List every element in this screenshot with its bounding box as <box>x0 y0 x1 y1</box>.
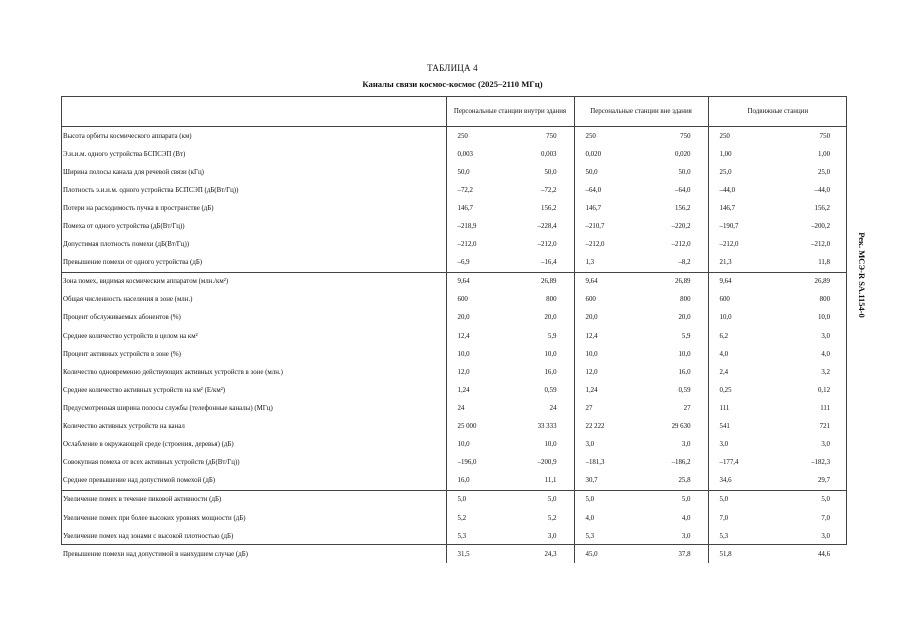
cell-value: 25,8 <box>678 477 691 485</box>
header-group-outdoor: Персональные станции вне здания <box>574 96 708 127</box>
cell-value: 750 <box>546 132 557 140</box>
cell-value: 45,0 <box>574 545 642 563</box>
cell-value: 10,0 <box>574 345 642 363</box>
cell-value: 50,0 <box>544 168 557 176</box>
cell-value: 5,9 <box>547 332 557 340</box>
cell-value: 0,12 <box>817 386 831 394</box>
cell-value: 10,0 <box>544 441 557 449</box>
table-row <box>61 363 847 381</box>
side-note: Рек. МСЭ-R SA.1154-0 <box>857 232 867 318</box>
row-label: Совокупная помеха от всех активных устройств (дБ(Вт/Гц)) <box>63 459 240 467</box>
table-row <box>61 545 847 563</box>
cell-value: –212,0 <box>811 241 831 249</box>
table-caption: ТАБЛИЦА 4 <box>427 63 478 73</box>
cell-value: 3,2 <box>821 368 831 376</box>
cell-value: 26,89 <box>772 272 847 291</box>
cell-value: –8,2 <box>678 259 691 267</box>
table-row <box>61 399 847 417</box>
cell-value: 3,0 <box>681 532 691 540</box>
cell-value: 0,003 <box>446 145 508 163</box>
cell-value: 24 <box>549 404 557 412</box>
cell-value: 44,6 <box>817 550 831 558</box>
cell-value: –72,2 <box>541 186 557 194</box>
table-row <box>61 291 847 309</box>
table-row <box>61 127 847 146</box>
cell-value: 800 <box>546 296 557 304</box>
cell-value: 250 <box>574 127 642 146</box>
table-row <box>61 490 847 509</box>
row-label: Увеличение помех при более высоких уровнях мощности (дБ) <box>63 514 246 522</box>
cell-value: 10,0 <box>544 350 557 358</box>
cell-value: 5,0 <box>772 490 847 509</box>
data-table <box>61 96 847 563</box>
row-label: Общая численность населения в зоне (млн.) <box>63 296 193 304</box>
cell-value: 750 <box>680 132 691 140</box>
row-label: Среднее количество устройств в целом на км² <box>63 332 198 340</box>
table-row <box>61 309 847 327</box>
cell-value: 29,7 <box>817 477 831 485</box>
cell-value: 12,4 <box>574 327 642 345</box>
cell-value: 37,8 <box>678 550 691 558</box>
cell-value: 12,0 <box>574 363 642 381</box>
cell-value: –212,0 <box>671 241 691 249</box>
row-label: Количество активных устройств на канал <box>63 423 185 431</box>
cell-value: 3,0 <box>821 441 831 449</box>
cell-value: 12,0 <box>446 363 508 381</box>
cell-value: 10,0 <box>708 309 772 327</box>
cell-value: 31,5 <box>446 545 508 563</box>
cell-value: 25,0 <box>817 168 831 176</box>
row-label: Плотность э.и.и.м. одного устройства БСПСЭП (дБ(Вт/Гц)) <box>63 186 239 194</box>
cell-value: 11,1 <box>544 477 557 485</box>
cell-value: 250 <box>446 127 508 146</box>
cell-value: 25 000 <box>446 418 508 436</box>
cell-value: 27 <box>574 399 642 417</box>
cell-value: 9,64 <box>708 272 772 291</box>
cell-value: 0,020 <box>574 145 642 163</box>
cell-value: 9,64 <box>446 272 508 291</box>
cell-value: 10,0 <box>678 350 691 358</box>
row-label: Предусмотренная ширина полосы службы (телефонные каналы) (МГц) <box>63 404 273 412</box>
cell-value: 5,3 <box>574 527 642 545</box>
row-label: Высота орбиты космического аппарата (км) <box>63 132 192 140</box>
cell-value: 10,0 <box>446 436 508 454</box>
cell-value: –212,0 <box>574 236 642 254</box>
header-group-mobile: Подвижные станции <box>708 96 847 127</box>
cell-value: 1,00 <box>708 145 772 163</box>
cell-value: –6,9 <box>446 254 508 273</box>
cell-value: 50,0 <box>446 163 508 181</box>
cell-value: 5,0 <box>708 490 772 509</box>
table-row <box>61 527 847 545</box>
cell-value: –200,9 <box>537 459 557 467</box>
cell-value: 1,24 <box>446 381 508 399</box>
cell-value: –182,3 <box>811 459 831 467</box>
cell-value: 29 630 <box>671 423 691 431</box>
cell-value: 1,24 <box>574 381 642 399</box>
cell-value: –177,4 <box>708 454 772 472</box>
cell-value: –181,3 <box>574 454 642 472</box>
row-label: Ослабление в окружающей среде (строения, деревья) (дБ) <box>63 441 234 449</box>
cell-value: 16,0 <box>544 368 557 376</box>
cell-value: 5,0 <box>508 490 574 509</box>
cell-value: –196,0 <box>446 454 508 472</box>
cell-value: –72,2 <box>446 181 508 199</box>
cell-value: –16,4 <box>541 259 557 267</box>
cell-value: 2,4 <box>708 363 772 381</box>
row-label: Потери на расходимость пучка в пространстве (дБ) <box>63 204 214 212</box>
cell-value: –218,9 <box>446 217 508 235</box>
cell-value: 3,0 <box>681 441 691 449</box>
cell-value: 5,2 <box>446 509 508 527</box>
cell-value: –212,0 <box>708 236 772 254</box>
row-label: Процент активных устройств в зоне (%) <box>63 350 181 358</box>
cell-value: –44,0 <box>708 181 772 199</box>
cell-value: 3,0 <box>574 436 642 454</box>
cell-value: 20,0 <box>574 309 642 327</box>
cell-value: 156,2 <box>814 204 831 212</box>
cell-value: 50,0 <box>574 163 642 181</box>
cell-value: –64,0 <box>675 186 691 194</box>
cell-value: 33 333 <box>537 423 557 431</box>
row-label: Ширина полосы канала для речевой связи (кГц) <box>63 168 204 176</box>
table-row <box>61 454 847 472</box>
cell-value: 7,0 <box>708 509 772 527</box>
cell-value: 600 <box>574 291 642 309</box>
header-empty-cell <box>61 96 446 127</box>
table-row <box>61 217 847 235</box>
cell-value: 27 <box>683 404 691 412</box>
cell-value: 10,0 <box>817 314 831 322</box>
cell-value: –190,7 <box>708 217 772 235</box>
cell-value: 5,2 <box>547 514 557 522</box>
row-label: Допустимая плотность помехи (дБ(Вт/Гц)) <box>63 241 190 249</box>
row-label: Количество одновременно действующих активных устройств в зоне (млн.) <box>63 368 283 376</box>
cell-value: 1,00 <box>817 150 831 158</box>
cell-value: 25,0 <box>708 163 772 181</box>
cell-value: 12,4 <box>446 327 508 345</box>
cell-value: 5,9 <box>681 332 691 340</box>
cell-value: 721 <box>819 423 831 431</box>
cell-value: 1,3 <box>574 254 642 273</box>
cell-value: 7,0 <box>821 514 831 522</box>
cell-value: 800 <box>680 296 691 304</box>
cell-value: –212,0 <box>537 241 557 249</box>
cell-value: –200,2 <box>811 223 831 231</box>
cell-value: 24,3 <box>544 550 557 558</box>
cell-value: 156,2 <box>675 204 691 212</box>
cell-value: 16,0 <box>678 368 691 376</box>
cell-value: 600 <box>446 291 508 309</box>
cell-value: 21,3 <box>708 254 772 273</box>
cell-value: 800 <box>819 296 831 304</box>
cell-value: 5,0 <box>574 490 642 509</box>
cell-value: 541 <box>708 418 772 436</box>
cell-value: 4,0 <box>681 514 691 522</box>
row-label: Зона помех, видимая космическим аппаратом (млн./км²) <box>61 272 446 291</box>
cell-value: 3,0 <box>821 332 831 340</box>
table-row <box>61 236 847 254</box>
cell-value: 600 <box>708 291 772 309</box>
cell-value: 20,0 <box>544 314 557 322</box>
table-row <box>61 145 847 163</box>
cell-value: 50,0 <box>678 168 691 176</box>
table-title: Каналы связи космос-космос (2025–2110 МГц) <box>362 79 543 89</box>
cell-value: –186,2 <box>671 459 691 467</box>
cell-value: 5,3 <box>446 527 508 545</box>
cell-value: 0,020 <box>675 150 691 158</box>
cell-value: 156,2 <box>541 204 557 212</box>
cell-value: 10,0 <box>446 345 508 363</box>
cell-value: 11,8 <box>818 259 831 267</box>
cell-value: –220,2 <box>671 223 691 231</box>
header-group-indoor: Персональные станции внутри здания <box>446 96 574 127</box>
cell-value: 6,2 <box>708 327 772 345</box>
cell-value: 4,0 <box>574 509 642 527</box>
row-label: Э.и.и.м. одного устройства БСПСЭП (Вт) <box>63 150 186 158</box>
row-label: Среднее превышение над допустимой помехой (дБ) <box>63 477 216 485</box>
cell-value: 111 <box>708 399 772 417</box>
cell-value: –210,7 <box>574 217 642 235</box>
cell-value: 51,8 <box>708 545 772 563</box>
table-row <box>61 418 847 436</box>
cell-value: 16,0 <box>446 472 508 491</box>
cell-value: 0,59 <box>544 386 557 394</box>
table-row <box>61 436 847 454</box>
table-row <box>61 254 847 273</box>
table-row <box>61 272 847 291</box>
cell-value: 146,7 <box>574 199 642 217</box>
cell-value: 750 <box>819 132 831 140</box>
cell-value: 0,25 <box>708 381 772 399</box>
cell-value: 20,0 <box>678 314 691 322</box>
table-body <box>61 96 847 563</box>
cell-value: 9,64 <box>574 272 642 291</box>
cell-value: 5,0 <box>642 490 708 509</box>
row-label: Процент обслуживаемых абонентов (%) <box>63 314 181 322</box>
table-row <box>61 509 847 527</box>
table-row <box>61 345 847 363</box>
cell-value: 4,0 <box>821 350 831 358</box>
cell-value: 3,0 <box>547 532 557 540</box>
row-label: Среднее количество активных устройств на км² (Е/км²) <box>63 386 226 394</box>
cell-value: 22 222 <box>574 418 642 436</box>
cell-value: 30,7 <box>574 472 642 491</box>
row-label: Увеличение помех над зонами с высокой плотностью (дБ) <box>63 532 234 540</box>
cell-value: 146,7 <box>446 199 508 217</box>
table-row <box>61 199 847 217</box>
row-label: Помеха от одного устройства (дБ(Вт/Гц)) <box>63 223 185 231</box>
cell-value: 34,6 <box>708 472 772 491</box>
cell-value: 4,0 <box>708 345 772 363</box>
row-label: Превышение помехи от одного устройства (дБ) <box>63 259 203 267</box>
cell-value: –64,0 <box>574 181 642 199</box>
row-label: Превышение помехи над допустимой в наихудшем случае (дБ) <box>63 550 248 558</box>
table-row <box>61 381 847 399</box>
cell-value: 20,0 <box>446 309 508 327</box>
cell-value: 146,7 <box>708 199 772 217</box>
cell-value: 250 <box>708 127 772 146</box>
cell-value: 24 <box>446 399 508 417</box>
cell-value: 3,0 <box>821 532 831 540</box>
cell-value: 111 <box>820 404 831 412</box>
cell-value: 5,0 <box>446 490 508 509</box>
cell-value: 0,003 <box>541 150 557 158</box>
cell-value: 26,89 <box>642 272 708 291</box>
cell-value: –212,0 <box>446 236 508 254</box>
cell-value: 3,0 <box>708 436 772 454</box>
table-row <box>61 181 847 199</box>
table-row <box>61 472 847 491</box>
row-label: Увеличение помех в течение пиковой активности (дБ) <box>61 490 446 509</box>
header-row <box>61 96 847 127</box>
cell-value: 0,59 <box>678 386 691 394</box>
cell-value: –44,0 <box>814 186 831 194</box>
table-row <box>61 327 847 345</box>
cell-value: 26,89 <box>508 272 574 291</box>
cell-value: 5,3 <box>708 527 772 545</box>
cell-value: –228,4 <box>537 223 557 231</box>
table-row <box>61 163 847 181</box>
